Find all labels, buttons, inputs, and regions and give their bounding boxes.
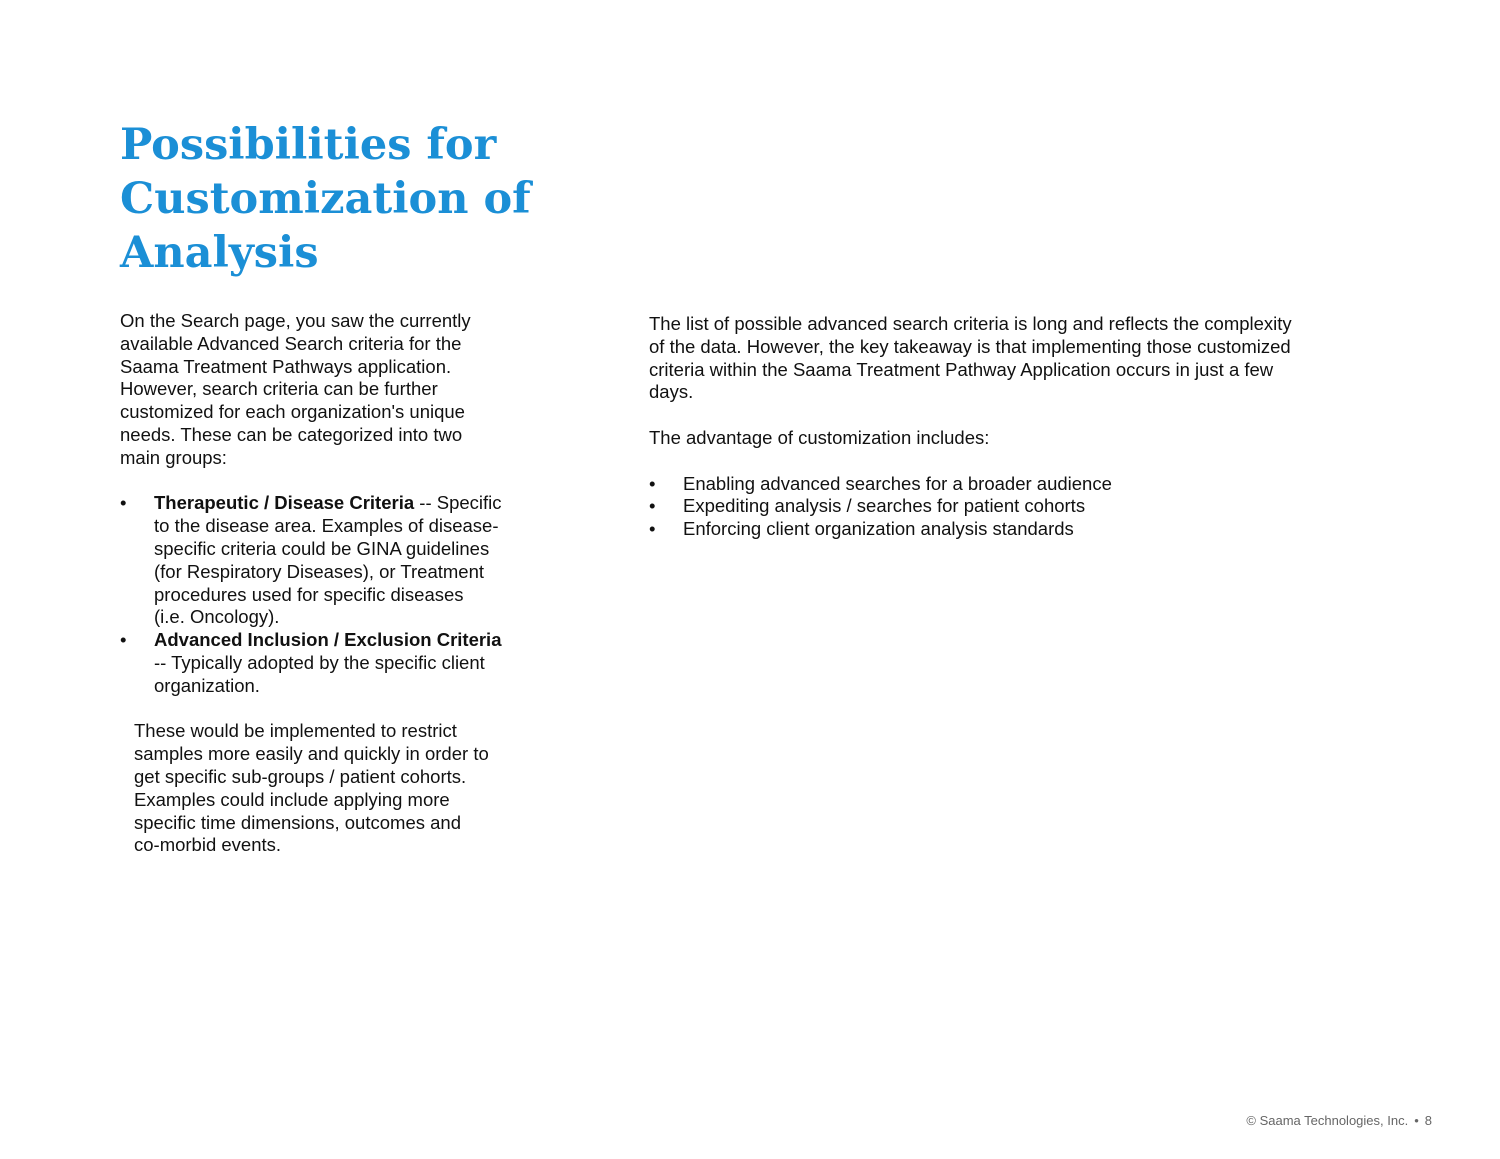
advantage-intro: The advantage of customization includes:	[649, 426, 990, 448]
text-line: On the Search page, you saw the currently	[120, 310, 471, 331]
text-line: (for Respiratory Diseases), or Treatment	[154, 560, 485, 582]
page-footer	[1246, 1113, 1432, 1128]
footer-separator: •	[1414, 1113, 1419, 1128]
list-item	[649, 473, 1349, 496]
list-item	[120, 492, 520, 629]
followup-paragraph	[120, 720, 520, 857]
text-line: These would be implemented to restrict	[134, 720, 457, 742]
bullet-icon: •	[649, 472, 656, 494]
text-line: of the data. However, the key takeaway is that implementing those customized	[649, 335, 1291, 357]
text-line: to the disease area. Examples of disease-	[154, 515, 499, 537]
text-line: procedures used for specific diseases	[154, 583, 464, 605]
criteria-term: Therapeutic / Disease Criteria	[154, 492, 415, 514]
bullet-icon: •	[120, 629, 127, 651]
text-line: get specific sub-groups / patient cohorts.	[134, 765, 467, 787]
criteria-term: Advanced Inclusion / Exclusion Criteria	[154, 629, 502, 651]
advantage-text: Enforcing client organization analysis standards	[683, 518, 1074, 540]
bullet-icon: •	[649, 495, 656, 517]
left-column	[120, 310, 520, 857]
title-line: Analysis	[120, 228, 319, 278]
text-line: Saama Treatment Pathways application.	[120, 355, 452, 377]
text-line: criteria within the Saama Treatment Pathway Application occurs in just a few	[649, 358, 1274, 380]
text-line: specific time dimensions, outcomes and	[134, 811, 461, 833]
list-item	[120, 629, 520, 697]
text-line: However, search criteria can be further	[120, 378, 438, 400]
text-line: -- Typically adopted by the specific client	[154, 651, 485, 673]
list-item	[649, 518, 1349, 541]
criteria-description: -- Specific	[414, 492, 502, 514]
title-line: Possibilities for	[120, 120, 497, 170]
text-line: The list of possible advanced search criteria is long and reflects the complexity	[649, 313, 1292, 334]
text-line: needs. These can be categorized into two	[120, 423, 463, 445]
text-line: (i.e. Oncology).	[154, 606, 280, 628]
text-line: available Advanced Search criteria for the	[120, 332, 462, 354]
criteria-group-list	[120, 492, 520, 697]
advantage-text: Enabling advanced searches for a broader audience	[683, 472, 1112, 494]
text-line: main groups:	[120, 446, 227, 468]
text-line: Examples could include applying more	[134, 788, 450, 810]
advantage-list	[649, 473, 1349, 541]
text-line: specific criteria could be GINA guidelines	[154, 537, 490, 559]
bullet-icon: •	[120, 492, 127, 514]
criteria-paragraph	[649, 313, 1349, 404]
advantage-text: Expediting analysis / searches for patient cohorts	[683, 495, 1086, 517]
title-line: Customization of	[120, 174, 531, 224]
intro-paragraph	[120, 310, 520, 470]
text-line: samples more easily and quickly in order to	[134, 743, 489, 765]
list-item	[649, 495, 1349, 518]
text-line: organization.	[154, 674, 260, 696]
page-title	[120, 118, 560, 280]
text-line: days.	[649, 381, 694, 403]
bullet-icon: •	[649, 518, 656, 540]
text-line: customized for each organization's unique	[120, 401, 465, 423]
page-number: 8	[1424, 1113, 1432, 1128]
text-line: co-morbid events.	[134, 834, 282, 856]
right-column	[649, 313, 1349, 541]
copyright-text: © Saama Technologies, Inc.	[1246, 1113, 1409, 1128]
